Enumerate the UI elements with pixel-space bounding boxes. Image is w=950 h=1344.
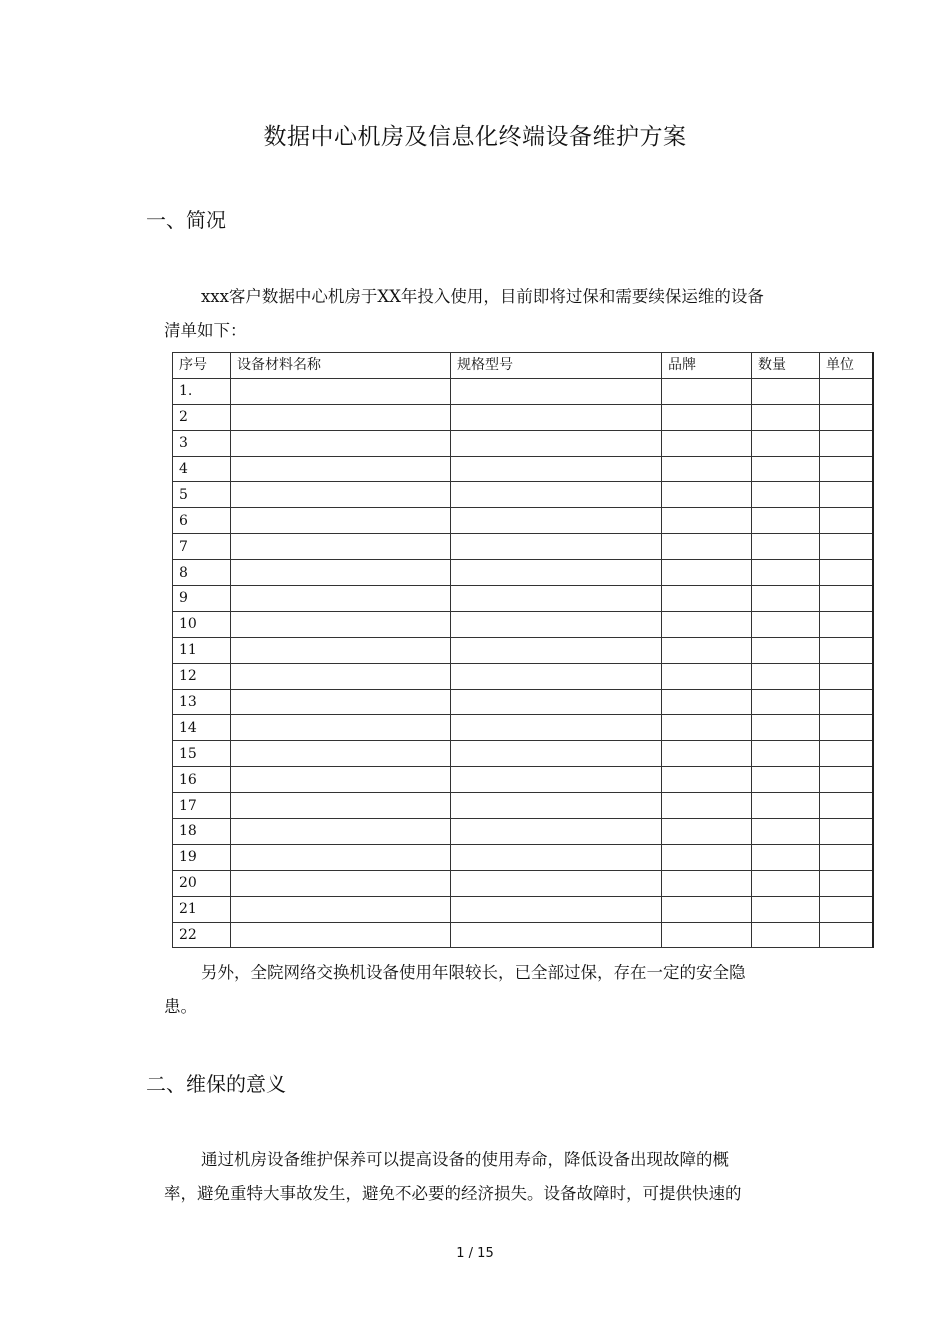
table-cell: [662, 611, 752, 637]
row-serial: 1.: [173, 378, 231, 404]
table-cell: [451, 896, 662, 922]
table-cell: [662, 715, 752, 741]
table-cell: [231, 844, 451, 870]
table-row: [173, 508, 873, 534]
table-cell: [231, 870, 451, 896]
table-cell: [231, 508, 451, 534]
table-header-row: [173, 353, 873, 379]
table-row: [173, 922, 873, 948]
table-row: [173, 819, 873, 845]
table-cell: [451, 844, 662, 870]
row-serial: 15: [173, 741, 231, 767]
after-line-2: 患。: [164, 997, 197, 1016]
table-row: [173, 430, 873, 456]
table-cell: [662, 896, 752, 922]
table-cell: [752, 482, 820, 508]
table-cell: [820, 611, 873, 637]
table-cell: [820, 404, 873, 430]
table-cell: [451, 430, 662, 456]
table-cell: [752, 767, 820, 793]
table-cell: [820, 896, 873, 922]
table-cell: [752, 378, 820, 404]
table-cell: [451, 534, 662, 560]
table-cell: [752, 793, 820, 819]
row-serial: 10: [173, 611, 231, 637]
table-cell: [662, 378, 752, 404]
table-cell: [451, 819, 662, 845]
table-cell: [231, 741, 451, 767]
table-cell: [451, 767, 662, 793]
table-cell: [820, 534, 873, 560]
header-spec: 规格型号: [451, 353, 662, 379]
table-cell: [451, 378, 662, 404]
table-cell: [451, 741, 662, 767]
table-cell: [662, 793, 752, 819]
table-cell: [820, 844, 873, 870]
table-row: [173, 482, 873, 508]
table-cell: [662, 663, 752, 689]
table-row: [173, 586, 873, 612]
table-cell: [451, 586, 662, 612]
row-serial: 6: [173, 508, 231, 534]
table-cell: [451, 922, 662, 948]
table-cell: [451, 870, 662, 896]
table-cell: [752, 741, 820, 767]
page-number: 1 / 15: [456, 1246, 494, 1261]
table-row: [173, 404, 873, 430]
table-cell: [820, 767, 873, 793]
table-cell: [451, 456, 662, 482]
significance-line-2: 率，避免重特大事故发生，避免不必要的经济损失。设备故障时，可提供快速的: [164, 1184, 742, 1203]
table-cell: [820, 637, 873, 663]
table-cell: [451, 508, 662, 534]
table-cell: [231, 378, 451, 404]
row-serial: 4: [173, 456, 231, 482]
header-unit: 单位: [820, 353, 873, 379]
row-serial: 20: [173, 870, 231, 896]
table-cell: [231, 689, 451, 715]
table-cell: [752, 922, 820, 948]
table-cell: [820, 793, 873, 819]
intro-line-1: xxx客户数据中心机房于XX年投入使用，目前即将过保和需要续保运维的设备: [201, 287, 764, 306]
table-cell: [820, 560, 873, 586]
table-cell: [451, 611, 662, 637]
row-serial: 18: [173, 819, 231, 845]
table-cell: [451, 715, 662, 741]
table-cell: [752, 637, 820, 663]
section-heading-significance: 二、维保的意义: [146, 1072, 286, 1096]
table-cell: [752, 534, 820, 560]
table-cell: [820, 508, 873, 534]
table-cell: [752, 870, 820, 896]
table-row: [173, 870, 873, 896]
table-cell: [820, 663, 873, 689]
header-brand: 品牌: [662, 353, 752, 379]
table-cell: [752, 586, 820, 612]
table-cell: [231, 456, 451, 482]
table-cell: [662, 741, 752, 767]
table-cell: [752, 689, 820, 715]
header-serial: 序号: [173, 353, 231, 379]
table-row: [173, 611, 873, 637]
table-row: [173, 793, 873, 819]
after-line-1: 另外，全院网络交换机设备使用年限较长，已全部过保，存在一定的安全隐: [201, 963, 746, 982]
table-cell: [820, 586, 873, 612]
table-cell: [231, 482, 451, 508]
table-cell: [231, 534, 451, 560]
table-cell: [752, 560, 820, 586]
table-cell: [451, 663, 662, 689]
table-cell: [451, 637, 662, 663]
table-row: [173, 689, 873, 715]
section-heading-overview: 一、简况: [146, 208, 226, 232]
table-cell: [451, 482, 662, 508]
table-cell: [662, 586, 752, 612]
table-cell: [662, 560, 752, 586]
intro-paragraph: [164, 280, 844, 348]
table-cell: [662, 922, 752, 948]
after-table-paragraph: [164, 956, 844, 1024]
table-cell: [451, 689, 662, 715]
table-cell: [231, 637, 451, 663]
table-cell: [231, 404, 451, 430]
table-cell: [231, 896, 451, 922]
table-cell: [662, 870, 752, 896]
table-cell: [231, 611, 451, 637]
table-cell: [231, 767, 451, 793]
header-quantity: 数量: [752, 353, 820, 379]
table-cell: [662, 404, 752, 430]
table-cell: [451, 404, 662, 430]
table-cell: [752, 896, 820, 922]
header-name: 设备材料名称: [231, 353, 451, 379]
table-cell: [662, 689, 752, 715]
table-cell: [820, 741, 873, 767]
table-row: [173, 637, 873, 663]
intro-line-2: 清单如下：: [164, 321, 247, 340]
table-cell: [662, 637, 752, 663]
table-cell: [820, 378, 873, 404]
table-cell: [820, 430, 873, 456]
row-serial: 19: [173, 844, 231, 870]
table-row: [173, 741, 873, 767]
table-row: [173, 560, 873, 586]
row-serial: 8: [173, 560, 231, 586]
table-cell: [451, 793, 662, 819]
equipment-table: [172, 352, 874, 948]
table-cell: [231, 922, 451, 948]
table-cell: [231, 586, 451, 612]
table-cell: [662, 844, 752, 870]
table-cell: [662, 508, 752, 534]
table-cell: [231, 430, 451, 456]
table-cell: [231, 793, 451, 819]
table-row: [173, 534, 873, 560]
table-row: [173, 715, 873, 741]
row-serial: 9: [173, 586, 231, 612]
table-cell: [662, 534, 752, 560]
row-serial: 14: [173, 715, 231, 741]
table-cell: [752, 715, 820, 741]
row-serial: 3: [173, 430, 231, 456]
significance-line-1: 通过机房设备维护保养可以提高设备的使用寿命，降低设备出现故障的概: [201, 1150, 729, 1169]
significance-paragraph: [164, 1143, 844, 1211]
table-row: [173, 896, 873, 922]
table-cell: [662, 456, 752, 482]
row-serial: 22: [173, 922, 231, 948]
document-title: 数据中心机房及信息化终端设备维护方案: [263, 124, 687, 150]
table-cell: [231, 663, 451, 689]
row-serial: 21: [173, 896, 231, 922]
table-cell: [752, 663, 820, 689]
table-cell: [662, 767, 752, 793]
row-serial: 13: [173, 689, 231, 715]
table-cell: [231, 715, 451, 741]
row-serial: 2: [173, 404, 231, 430]
table-cell: [451, 560, 662, 586]
table-cell: [752, 508, 820, 534]
row-serial: 7: [173, 534, 231, 560]
table-row: [173, 378, 873, 404]
table-row: [173, 663, 873, 689]
row-serial: 12: [173, 663, 231, 689]
table-cell: [820, 689, 873, 715]
row-serial: 5: [173, 482, 231, 508]
table-cell: [820, 819, 873, 845]
table-cell: [752, 430, 820, 456]
row-serial: 11: [173, 637, 231, 663]
table-cell: [752, 611, 820, 637]
table-cell: [752, 819, 820, 845]
row-serial: 17: [173, 793, 231, 819]
table-cell: [820, 870, 873, 896]
table-cell: [231, 819, 451, 845]
table-cell: [820, 482, 873, 508]
table-cell: [662, 482, 752, 508]
row-serial: 16: [173, 767, 231, 793]
table-row: [173, 456, 873, 482]
table-cell: [820, 456, 873, 482]
table-cell: [662, 819, 752, 845]
table-cell: [820, 715, 873, 741]
table-cell: [820, 922, 873, 948]
table-row: [173, 767, 873, 793]
table-cell: [752, 844, 820, 870]
table-row: [173, 844, 873, 870]
table-cell: [752, 456, 820, 482]
table-cell: [752, 404, 820, 430]
table-cell: [231, 560, 451, 586]
table-cell: [662, 430, 752, 456]
